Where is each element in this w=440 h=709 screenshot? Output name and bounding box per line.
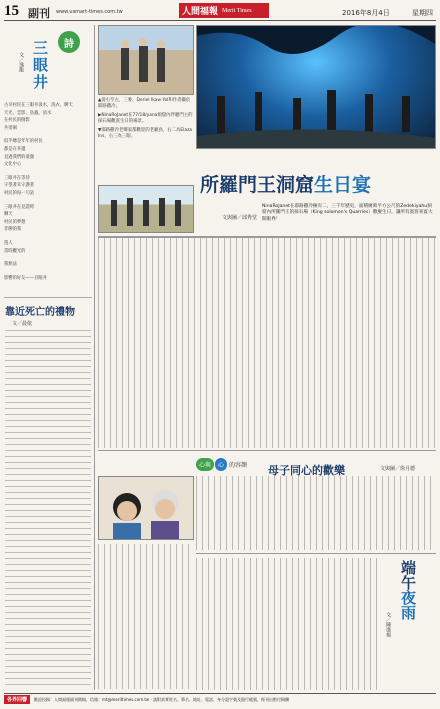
poem-line: 村民的每一句話 xyxy=(4,190,35,196)
photo-jerusalem-group xyxy=(98,25,194,95)
caption-text: ▲從右至左，三麥、Deriel Ikaw Yol和作者攝於耶路撒冷。 xyxy=(98,98,191,109)
people-figures-icon xyxy=(99,186,193,232)
essay-body-text xyxy=(5,330,91,685)
footer-text: 歡迎投稿：人間福報副刊徵稿，信箱：mt@merittimes.com.tw · 請附真實姓名、筆名、地址、電話、身分證字號及銀行帳號，經刊出酌付稿酬 xyxy=(34,696,290,702)
caption xyxy=(98,98,194,140)
essay2-body-text xyxy=(196,558,380,690)
people-figures-icon xyxy=(99,26,193,94)
poem-title: 三眼井 xyxy=(31,40,49,91)
feature-body-text xyxy=(98,238,436,448)
poem-badge xyxy=(58,31,80,53)
mother-title: 母子同心的歡樂 xyxy=(268,464,345,477)
poem-line: 天光，雲影，鳥蟲，清水 xyxy=(4,110,52,116)
caption-text: ▼耶路撒冷老鄉家都歡迎的老顧鳥，右二為Elaza Ins，右三為三眼。 xyxy=(98,128,193,139)
feature-title xyxy=(200,170,371,197)
page-number: 15 xyxy=(4,3,19,19)
mother-badge xyxy=(196,456,258,472)
footer-label: 各界回響 xyxy=(4,695,30,704)
footer-bar xyxy=(4,693,436,705)
poem-line: 遊人 xyxy=(4,240,13,246)
poem-line: 文化中心 xyxy=(4,162,22,168)
poem-line: 都是在井邊 xyxy=(4,146,26,152)
masthead xyxy=(4,3,436,21)
column-rule xyxy=(98,450,436,451)
mother-body-text xyxy=(98,544,194,689)
essay-title: 靠近死亡的禮物 xyxy=(5,307,75,318)
poem-line: 村民的夢想 xyxy=(4,219,26,225)
essay2-author: 文／陳進福 xyxy=(385,612,391,637)
mother-body-text xyxy=(196,476,436,550)
poem-line: 非聊的我 xyxy=(4,227,22,233)
column-rule xyxy=(196,553,436,554)
feature-byline: 文與圖／邱秀堂 xyxy=(222,215,258,221)
feature-title-highlight: 生日宴 xyxy=(314,174,372,196)
poem-line: 守望著未守護著 xyxy=(4,183,35,189)
divider xyxy=(4,297,92,298)
poem-line: 三眼井在等待 xyxy=(4,175,30,181)
poem-author: 文／逸龍 xyxy=(18,52,24,72)
photo-elders-group xyxy=(98,185,194,233)
essay2-title xyxy=(398,560,419,620)
photo-cave-party xyxy=(196,25,436,149)
poem-line: 當時觀光的 xyxy=(4,248,26,254)
feature-title-main: 所羅門王洞窟 xyxy=(200,174,315,196)
poem-line: 三眼井在見證時 xyxy=(4,204,35,210)
column-rule xyxy=(94,25,95,690)
newspaper-logo xyxy=(179,3,269,18)
poem-line: 我無法 xyxy=(4,262,17,268)
caption-text: ▶NinaRoJanet在77/18/yana洞窟內伴麗門主的採石場觀賞生日的場景。 xyxy=(98,113,193,124)
poem-line: 古早村民在三眼井汲水，洗衣，聊天 xyxy=(4,103,73,108)
poem-line: 共徘徊 xyxy=(4,125,17,131)
issue-weekday: 星期四 xyxy=(412,9,433,17)
poem-line: 在村民的倒影 xyxy=(4,118,30,124)
badge-label: 心 xyxy=(215,458,227,471)
photo-mother-son xyxy=(98,476,194,540)
site-url: www.usmart-times.com.tw xyxy=(56,9,123,15)
poem-badge-label: 詩 xyxy=(64,38,74,50)
section-name: 副刊 xyxy=(28,7,50,20)
issue-date: 2016年8月4日 xyxy=(342,9,390,17)
badge-label: 心與 xyxy=(196,458,214,471)
logo-subtitle: Merit Times xyxy=(222,7,252,14)
badge-label: 容顏 xyxy=(235,461,248,469)
feature-lede: NinaRoJanet在耶路撒冷擁有二，三千年歷史，面積廣萬平方公尺的Zedekiyahu洞窟內所羅門王的採石場（King solomon's Quarries）歡慶生日，讓所有賓客來賓大開眼界！ xyxy=(262,204,433,222)
poem-line: 見過我們的童顏 xyxy=(4,154,35,160)
poem-line: 似乎總是年年的村民 xyxy=(4,139,43,145)
poem-line: 影響的好友——目眼井 xyxy=(4,275,47,281)
badge-label: 的 xyxy=(229,461,236,469)
poem-body xyxy=(4,102,92,282)
feature-photo-strip xyxy=(98,236,436,238)
cave-scene-icon xyxy=(197,26,435,148)
logo-title: 人間福報 xyxy=(182,7,219,17)
mother-byline: 文與圖／徐月德 xyxy=(380,466,416,472)
essay2-title-b: 夜雨 xyxy=(399,590,417,620)
essay2-title-a: 端午 xyxy=(399,560,417,590)
essay-author: 文／晨依 xyxy=(12,321,33,327)
portrait-icon xyxy=(99,477,193,539)
poem-line: 聊天 xyxy=(4,212,13,218)
